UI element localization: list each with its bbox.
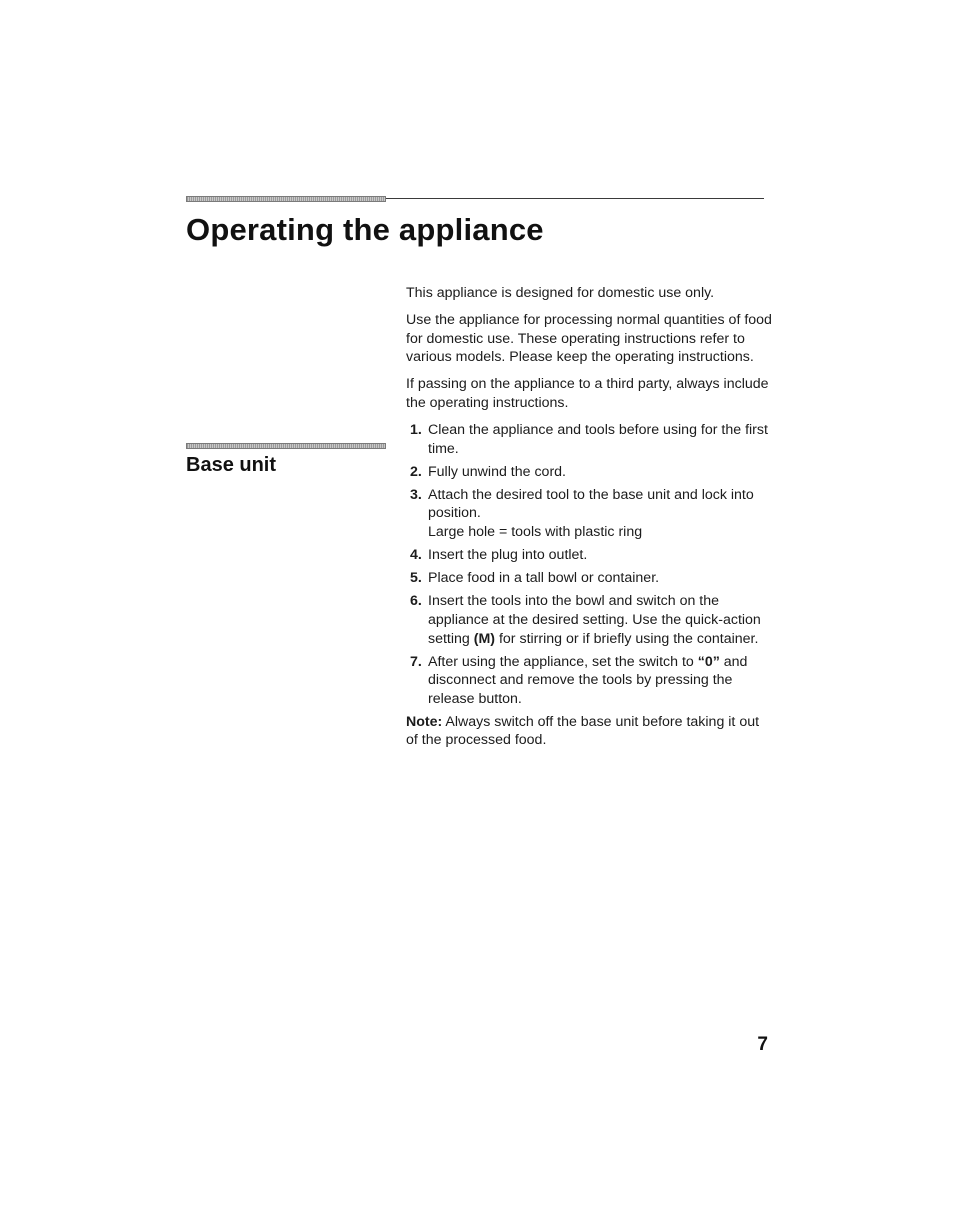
step-text-part: Insert the tools into the bowl and switch on the appliance at the desired setting. Use the quick-action setting	[428, 593, 761, 647]
section-rule	[186, 443, 386, 449]
step-item	[406, 653, 774, 709]
note-label: Note:	[406, 713, 443, 730]
step-text-part: After using the appliance, set the switch to	[428, 653, 698, 670]
step-item	[406, 569, 774, 588]
intro-paragraph: This appliance is designed for domestic use only.	[406, 285, 715, 301]
step-item	[406, 546, 774, 565]
intro-paragraph: Use the appliance for processing normal quantities of food for domestic use. These operating instructions refer to various models. Please keep the operating instructions.	[406, 312, 772, 366]
step-number: 6.	[410, 593, 422, 610]
step-number: 1.	[410, 422, 422, 439]
step-number: 3.	[410, 486, 422, 503]
page-number: 7	[757, 1034, 768, 1055]
step-item	[406, 592, 774, 648]
header-rule-line	[386, 198, 764, 199]
step-text-part: and disconnect and remove the tools by pressing the release button.	[428, 653, 748, 707]
main-content	[406, 284, 774, 759]
header-rule	[186, 196, 764, 202]
header-rule-bar	[186, 196, 386, 202]
step-subtext: Large hole = tools with plastic ring	[428, 524, 643, 541]
step-text: Place food in a tall bowl or container.	[428, 570, 660, 587]
note	[406, 713, 774, 750]
step-text: Insert the plug into outlet.	[428, 547, 588, 564]
steps-list	[406, 421, 774, 708]
step-text-part: for stirring or if briefly using the container.	[495, 630, 759, 647]
note-text: Always switch off the base unit before taking it out of the processed food.	[406, 713, 760, 749]
setting-label: (M)	[473, 630, 496, 647]
switch-position-label: “0”	[697, 653, 720, 670]
step-item	[406, 463, 774, 482]
step-item	[406, 421, 774, 458]
page-title: Operating the appliance	[186, 212, 544, 247]
step-text: Clean the appliance and tools before using for the first time.	[428, 422, 768, 457]
section-title: Base unit	[186, 454, 277, 476]
step-text	[428, 654, 747, 707]
step-number: 7.	[410, 653, 422, 670]
step-item	[406, 486, 774, 542]
intro-paragraph: If passing on the appliance to a third party, always include the operating instructions.	[406, 376, 769, 411]
step-text	[428, 593, 761, 646]
step-number: 5.	[410, 570, 422, 587]
step-number: 4.	[410, 547, 422, 564]
step-text: Fully unwind the cord.	[428, 463, 567, 480]
step-number: 2.	[410, 463, 422, 480]
step-text: Attach the desired tool to the base unit and lock into position.	[428, 486, 754, 522]
